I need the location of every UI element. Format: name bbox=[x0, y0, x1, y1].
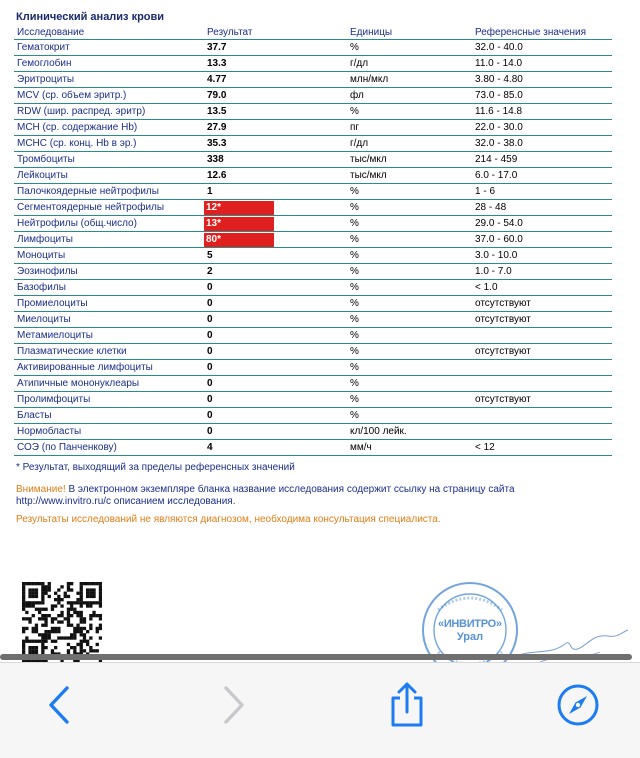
table-row bbox=[14, 424, 612, 440]
test-name[interactable]: Лейкоциты bbox=[14, 168, 204, 184]
result-value: 0 bbox=[204, 360, 347, 376]
units-value: % bbox=[347, 104, 472, 120]
test-name[interactable]: Тромбоциты bbox=[14, 152, 204, 168]
units-value: % bbox=[347, 408, 472, 424]
reference-value: 6.0 - 17.0 bbox=[472, 168, 612, 184]
result-value: 13.5 bbox=[204, 104, 347, 120]
reference-value: 11.0 - 14.0 bbox=[472, 56, 612, 72]
reference-value: 3.80 - 4.80 bbox=[472, 72, 612, 88]
col-header-reference: Референсные значения bbox=[472, 25, 612, 40]
qr-code bbox=[22, 582, 102, 662]
test-name[interactable]: Гематокрит bbox=[14, 40, 204, 56]
back-chevron-icon bbox=[47, 685, 71, 725]
test-name[interactable]: Атипичные мононуклеары bbox=[14, 376, 204, 392]
units-value: % bbox=[347, 360, 472, 376]
reference-value bbox=[472, 376, 612, 392]
safari-button[interactable] bbox=[556, 683, 600, 727]
test-name[interactable]: MCH (ср. содержание Hb) bbox=[14, 120, 204, 136]
test-name[interactable]: Моноциты bbox=[14, 248, 204, 264]
disclaimer: Результаты исследований не являются диагнозом, необходима консультация специалиста. bbox=[16, 514, 441, 525]
units-value: % bbox=[347, 248, 472, 264]
table-row bbox=[14, 360, 612, 376]
table-row bbox=[14, 136, 612, 152]
svg-text:Урал: Урал bbox=[456, 631, 484, 643]
test-name[interactable]: Нейтрофилы (общ.число) bbox=[14, 216, 204, 232]
units-value: г/дл bbox=[347, 56, 472, 72]
result-value: 12.6 bbox=[204, 168, 347, 184]
reference-value: 28 - 48 bbox=[472, 200, 612, 216]
results-header-row bbox=[14, 25, 612, 40]
reference-value: 29.0 - 54.0 bbox=[472, 216, 612, 232]
table-row bbox=[14, 40, 612, 56]
table-row bbox=[14, 392, 612, 408]
result-value: 2 bbox=[204, 264, 347, 280]
table-row bbox=[14, 248, 612, 264]
forward-chevron-icon bbox=[222, 685, 246, 725]
reference-value: 1.0 - 7.0 bbox=[472, 264, 612, 280]
test-name[interactable]: Лимфоциты bbox=[14, 232, 204, 248]
units-value: % bbox=[347, 264, 472, 280]
test-name[interactable]: MCV (ср. объем эритр.) bbox=[14, 88, 204, 104]
table-row bbox=[14, 264, 612, 280]
table-row bbox=[14, 120, 612, 136]
reference-value: 32.0 - 40.0 bbox=[472, 40, 612, 56]
test-name[interactable]: Бласты bbox=[14, 408, 204, 424]
test-name[interactable]: Нормобласты bbox=[14, 424, 204, 440]
result-value: 4.77 bbox=[204, 72, 347, 88]
notice bbox=[16, 484, 576, 508]
result-value: 12* bbox=[204, 200, 347, 216]
units-value: % bbox=[347, 392, 472, 408]
reference-value bbox=[472, 360, 612, 376]
reference-value: отсутствуют bbox=[472, 312, 612, 328]
notice-label: Внимание! bbox=[16, 484, 66, 495]
compass-icon bbox=[556, 683, 600, 727]
units-value: % bbox=[347, 216, 472, 232]
units-value: фл bbox=[347, 88, 472, 104]
table-row bbox=[14, 440, 612, 456]
table-row bbox=[14, 216, 612, 232]
table-row bbox=[14, 296, 612, 312]
result-value: 0 bbox=[204, 312, 347, 328]
col-header-result: Результат bbox=[204, 25, 347, 40]
reference-value: отсутствуют bbox=[472, 296, 612, 312]
forward-button[interactable] bbox=[212, 683, 256, 727]
test-name[interactable]: Активированные лимфоциты bbox=[14, 360, 204, 376]
table-row bbox=[14, 88, 612, 104]
reference-value: отсутствуют bbox=[472, 344, 612, 360]
reference-value bbox=[472, 408, 612, 424]
test-name[interactable]: Эритроциты bbox=[14, 72, 204, 88]
units-value: % bbox=[347, 344, 472, 360]
reference-value: 22.0 - 30.0 bbox=[472, 120, 612, 136]
test-name[interactable]: Эозинофилы bbox=[14, 264, 204, 280]
test-name[interactable]: СОЭ (по Панченкову) bbox=[14, 440, 204, 456]
test-name[interactable]: Плазматические клетки bbox=[14, 344, 204, 360]
table-row bbox=[14, 104, 612, 120]
table-row bbox=[14, 376, 612, 392]
footnote: * Результат, выходящий за пределы референсных значений bbox=[16, 462, 295, 473]
result-value: 0 bbox=[204, 296, 347, 312]
share-icon bbox=[387, 682, 427, 728]
result-value: 13* bbox=[204, 216, 347, 232]
notice-text: В электронном экземпляре бланка название исследования содержит ссылку на страницу сайта bbox=[65, 484, 515, 495]
section-title: Клинический анализ крови bbox=[16, 11, 165, 23]
table-row bbox=[14, 328, 612, 344]
units-value: кл/100 лейк. bbox=[347, 424, 472, 440]
result-value: 0 bbox=[204, 408, 347, 424]
reference-value: < 1.0 bbox=[472, 280, 612, 296]
table-row bbox=[14, 168, 612, 184]
units-value: пг bbox=[347, 120, 472, 136]
units-value: % bbox=[347, 200, 472, 216]
test-name[interactable]: RDW (шир. распред. эритр) bbox=[14, 104, 204, 120]
table-row bbox=[14, 200, 612, 216]
table-row bbox=[14, 56, 612, 72]
result-value: 0 bbox=[204, 344, 347, 360]
test-name[interactable]: Базофилы bbox=[14, 280, 204, 296]
test-name[interactable]: Пролимфоциты bbox=[14, 392, 204, 408]
table-row bbox=[14, 152, 612, 168]
result-value: 0 bbox=[204, 392, 347, 408]
units-value: % bbox=[347, 40, 472, 56]
col-header-test: Исследование bbox=[14, 25, 204, 40]
test-name[interactable]: Промиелоциты bbox=[14, 296, 204, 312]
table-row bbox=[14, 72, 612, 88]
reference-value: 1 - 6 bbox=[472, 184, 612, 200]
units-value: % bbox=[347, 296, 472, 312]
result-value: 79.0 bbox=[204, 88, 347, 104]
units-value: % bbox=[347, 184, 472, 200]
table-row bbox=[14, 232, 612, 248]
reference-value bbox=[472, 328, 612, 344]
stamp-text: «ИНВИТРО» bbox=[438, 618, 502, 630]
result-value: 1 bbox=[204, 184, 347, 200]
share-button[interactable] bbox=[385, 683, 429, 727]
units-value: % bbox=[347, 376, 472, 392]
result-value: 4 bbox=[204, 440, 347, 456]
test-name[interactable]: Миелоциты bbox=[14, 312, 204, 328]
test-name[interactable]: Метамиелоциты bbox=[14, 328, 204, 344]
table-row bbox=[14, 184, 612, 200]
result-value: 35.3 bbox=[204, 136, 347, 152]
reference-value bbox=[472, 424, 612, 440]
units-value: млн/мкл bbox=[347, 72, 472, 88]
reference-value: 32.0 - 38.0 bbox=[472, 136, 612, 152]
table-row bbox=[14, 344, 612, 360]
reference-value: 73.0 - 85.0 bbox=[472, 88, 612, 104]
stamp bbox=[420, 580, 520, 662]
reference-value: 11.6 - 14.8 bbox=[472, 104, 612, 120]
reference-value: 214 - 459 bbox=[472, 152, 612, 168]
reference-value: 37.0 - 60.0 bbox=[472, 232, 612, 248]
reference-value: отсутствуют bbox=[472, 392, 612, 408]
result-value: 5 bbox=[204, 248, 347, 264]
result-value: 80* bbox=[204, 232, 347, 248]
units-value: тыс/мкл bbox=[347, 152, 472, 168]
result-value: 37.7 bbox=[204, 40, 347, 56]
reference-value: < 12 bbox=[472, 440, 612, 456]
units-value: г/дл bbox=[347, 136, 472, 152]
result-value: 338 bbox=[204, 152, 347, 168]
notice-link[interactable]: http://www.invitro.ru/с описанием исследования. bbox=[16, 496, 236, 507]
table-row bbox=[14, 408, 612, 424]
scroll-indicator[interactable] bbox=[0, 654, 632, 660]
result-value: 0 bbox=[204, 328, 347, 344]
browser-toolbar bbox=[0, 662, 640, 758]
back-button[interactable] bbox=[37, 683, 81, 727]
test-name[interactable]: Палочкоядерные нейтрофилы bbox=[14, 184, 204, 200]
units-value: % bbox=[347, 328, 472, 344]
test-name[interactable]: Гемоглобин bbox=[14, 56, 204, 72]
col-header-units: Единицы bbox=[347, 25, 472, 40]
cropped-header-text bbox=[30, 0, 150, 4]
reference-value: 3.0 - 10.0 bbox=[472, 248, 612, 264]
table-row bbox=[14, 280, 612, 296]
result-value: 27.9 bbox=[204, 120, 347, 136]
result-value: 0 bbox=[204, 424, 347, 440]
result-value: 0 bbox=[204, 376, 347, 392]
units-value: мм/ч bbox=[347, 440, 472, 456]
table-row bbox=[14, 312, 612, 328]
units-value: тыс/мкл bbox=[347, 168, 472, 184]
units-value: % bbox=[347, 232, 472, 248]
units-value: % bbox=[347, 312, 472, 328]
test-name[interactable]: MCHC (ср. конц. Hb в эр.) bbox=[14, 136, 204, 152]
units-value: % bbox=[347, 280, 472, 296]
result-value: 13.3 bbox=[204, 56, 347, 72]
result-value: 0 bbox=[204, 280, 347, 296]
results-table bbox=[14, 25, 612, 456]
test-name[interactable]: Сегментоядерные нейтрофилы bbox=[14, 200, 204, 216]
